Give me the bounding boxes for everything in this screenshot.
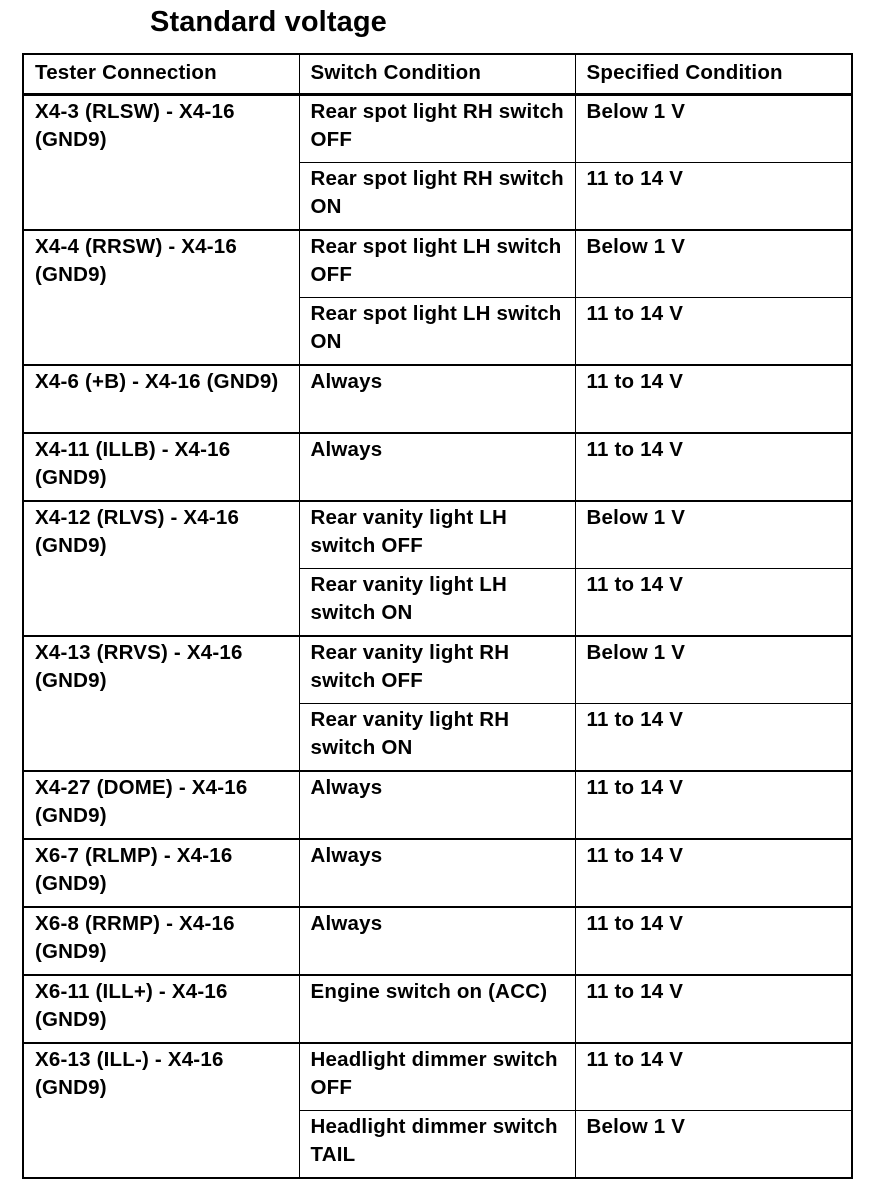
specified-condition-cell: 11 to 14 V (575, 569, 852, 637)
table-row (23, 501, 852, 569)
switch-condition-cell: Rear vanity light RH switch ON (299, 704, 575, 772)
specified-condition-cell: 11 to 14 V (575, 163, 852, 231)
table-row (23, 907, 852, 975)
specified-condition-cell: 11 to 14 V (575, 365, 852, 433)
switch-condition-cell: Always (299, 365, 575, 433)
switch-condition-cell: Rear vanity light LH switch ON (299, 569, 575, 637)
standard-voltage-table (22, 53, 853, 1179)
specified-condition-cell: 11 to 14 V (575, 433, 852, 501)
switch-condition-cell: Always (299, 907, 575, 975)
page-title: Standard voltage (150, 6, 387, 38)
tester-connection-cell: X6-8 (RRMP) - X4-16 (GND9) (23, 907, 299, 975)
switch-condition-cell: Rear spot light RH switch ON (299, 163, 575, 231)
switch-condition-cell: Engine switch on (ACC) (299, 975, 575, 1043)
switch-condition-cell: Always (299, 771, 575, 839)
switch-condition-cell: Headlight dimmer switch TAIL (299, 1111, 575, 1179)
specified-condition-cell: 11 to 14 V (575, 298, 852, 366)
header-switch-condition: Switch Condition (299, 54, 575, 95)
switch-condition-cell: Rear spot light LH switch OFF (299, 230, 575, 298)
table-row (23, 95, 852, 163)
specified-condition-cell: Below 1 V (575, 95, 852, 163)
header-specified-condition: Specified Condition (575, 54, 852, 95)
header-tester-connection: Tester Connection (23, 54, 299, 95)
tester-connection-cell: X4-13 (RRVS) - X4-16 (GND9) (23, 636, 299, 771)
tester-connection-cell: X6-13 (ILL-) - X4-16 (GND9) (23, 1043, 299, 1178)
table-row (23, 636, 852, 704)
tester-connection-cell: X4-3 (RLSW) - X4-16 (GND9) (23, 95, 299, 231)
table-row (23, 365, 852, 433)
specified-condition-cell: Below 1 V (575, 1111, 852, 1179)
specified-condition-cell: Below 1 V (575, 501, 852, 569)
switch-condition-cell: Rear vanity light LH switch OFF (299, 501, 575, 569)
specified-condition-cell: 11 to 14 V (575, 975, 852, 1043)
specified-condition-cell: Below 1 V (575, 230, 852, 298)
table-row (23, 433, 852, 501)
tester-connection-cell: X6-7 (RLMP) - X4-16 (GND9) (23, 839, 299, 907)
table-row (23, 839, 852, 907)
table-row (23, 975, 852, 1043)
tester-connection-cell: X4-27 (DOME) - X4-16 (GND9) (23, 771, 299, 839)
specified-condition-cell: 11 to 14 V (575, 839, 852, 907)
switch-condition-cell: Rear spot light LH switch ON (299, 298, 575, 366)
tester-connection-cell: X6-11 (ILL+) - X4-16 (GND9) (23, 975, 299, 1043)
specified-condition-cell: Below 1 V (575, 636, 852, 704)
tester-connection-cell: X4-6 (+B) - X4-16 (GND9) (23, 365, 299, 433)
specified-condition-cell: 11 to 14 V (575, 704, 852, 772)
switch-condition-cell: Headlight dimmer switch OFF (299, 1043, 575, 1111)
switch-condition-cell: Rear vanity light RH switch OFF (299, 636, 575, 704)
table-row (23, 771, 852, 839)
table-row (23, 1043, 852, 1111)
switch-condition-cell: Rear spot light RH switch OFF (299, 95, 575, 163)
specified-condition-cell: 11 to 14 V (575, 1043, 852, 1111)
table-header-row (23, 54, 852, 95)
table-row (23, 230, 852, 298)
tester-connection-cell: X4-11 (ILLB) - X4-16 (GND9) (23, 433, 299, 501)
switch-condition-cell: Always (299, 433, 575, 501)
specified-condition-cell: 11 to 14 V (575, 771, 852, 839)
tester-connection-cell: X4-12 (RLVS) - X4-16 (GND9) (23, 501, 299, 636)
specified-condition-cell: 11 to 14 V (575, 907, 852, 975)
switch-condition-cell: Always (299, 839, 575, 907)
tester-connection-cell: X4-4 (RRSW) - X4-16 (GND9) (23, 230, 299, 365)
table-body (23, 95, 852, 1179)
